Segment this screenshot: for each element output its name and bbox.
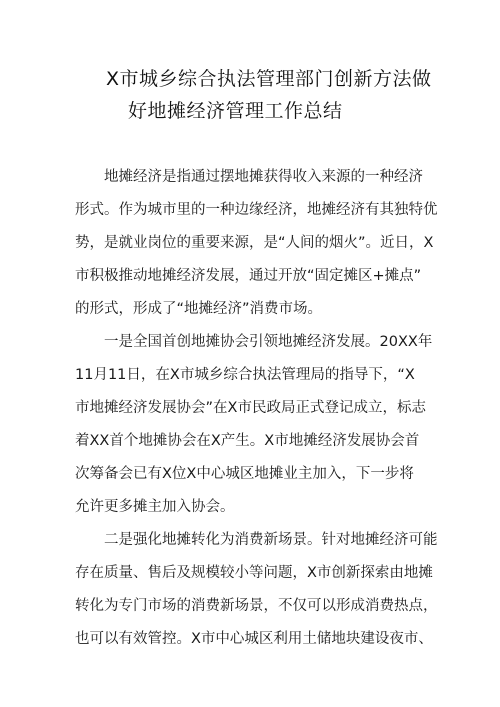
- document-title-line-1: X市城乡综合执法管理部门创新方法做: [106, 68, 432, 90]
- body-line-7: 11月11日，在X市城乡综合执法管理局的指导下，“X: [75, 367, 415, 383]
- body-line-1: 地摊经济是指通过摆地摊获得收入来源的一种经济: [104, 169, 423, 185]
- body-line-13: 存在质量、售后及规模较小等问题，X市创新探索由地摊: [75, 565, 433, 581]
- document-title-line-2: 好地摊经济管理工作总结: [128, 100, 343, 122]
- body-line-3: 势，是就业岗位的重要来源，是“人间的烟火”。近日，X: [75, 235, 434, 251]
- body-line-8: 市地摊经济发展协会”在X市民政局正式登记成立，标志: [75, 400, 426, 416]
- body-line-12: 二是强化地摊转化为消费新场景。针对地摊经济可能: [104, 532, 438, 548]
- body-line-4: 市积极推动地摊经济发展，通过开放“固定摊区+摊点”: [75, 268, 422, 284]
- body-line-6: 一是全国首创地摊协会引领地摊经济发展。20XX年: [104, 334, 433, 350]
- body-line-14: 转化为专门市场的消费新场景，不仅可以形成消费热点，: [75, 598, 438, 614]
- body-line-15: 也可以有效管控。X市中心城区利用土储地块建设夜市、: [75, 631, 433, 647]
- body-line-5: 的形式，形成了“地摊经济”消费市场。: [75, 301, 323, 317]
- body-line-10: 次筹备会已有X位X中心城区地摊业主加入，下一步将: [75, 466, 414, 482]
- body-line-2: 形式。作为城市里的一种边缘经济，地摊经济有其独特优: [75, 202, 438, 218]
- body-line-11: 允许更多摊主加入协会。: [75, 499, 235, 515]
- body-line-9: 着XX首个地摊协会在X产生。X市地摊经济发展协会首: [75, 433, 420, 449]
